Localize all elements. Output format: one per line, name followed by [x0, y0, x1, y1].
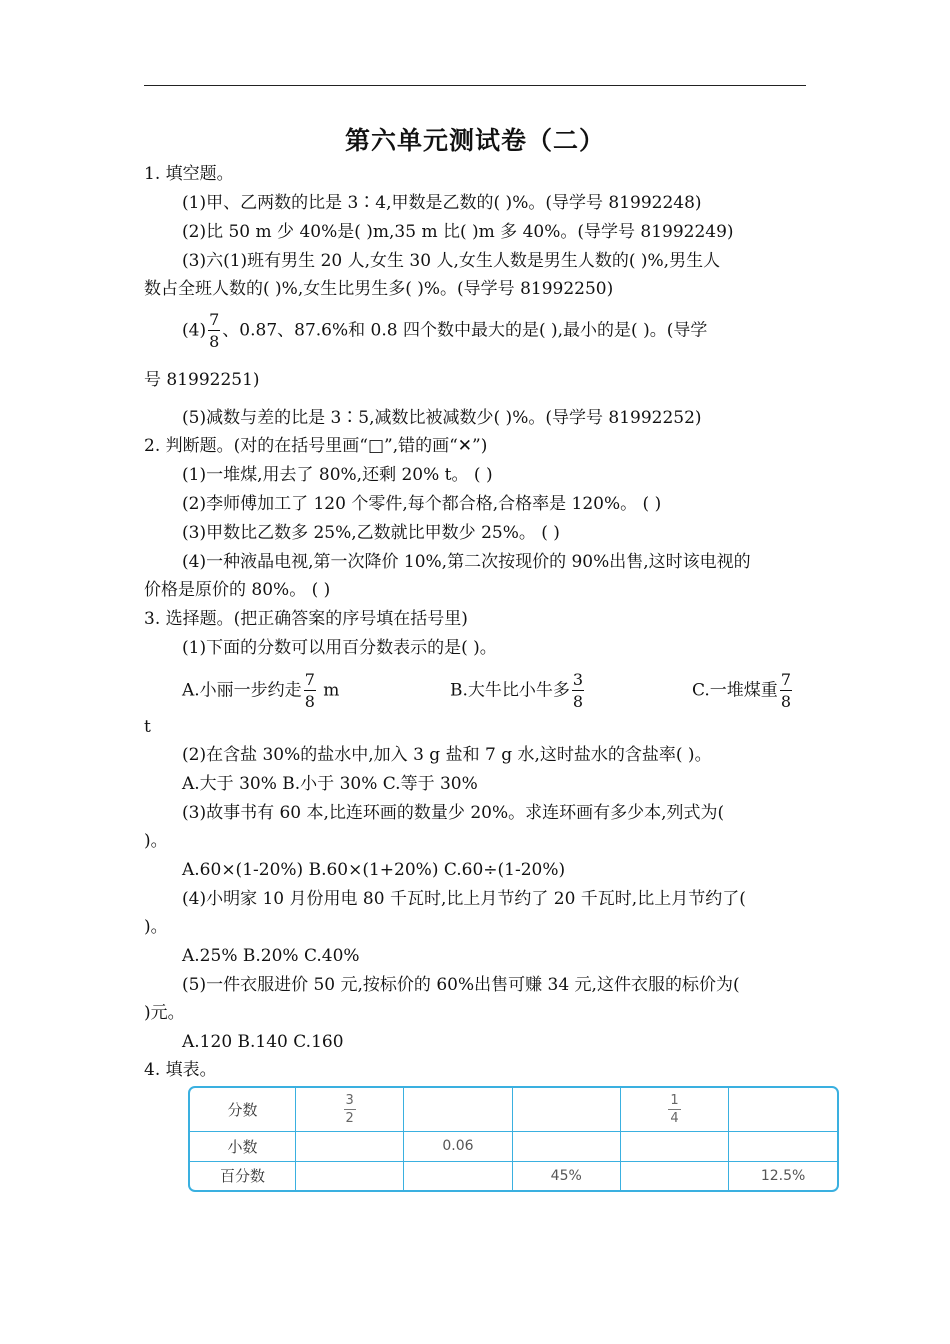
section-3-heading: 3. 选择题。(把正确答案的序号填在括号里): [144, 609, 468, 629]
table-cell: [729, 1088, 837, 1132]
section-4-heading: 4. 填表。: [144, 1060, 217, 1080]
table-cell: [620, 1161, 728, 1190]
s2-q1: (1)一堆煤,用去了 80%,还剩 20% t。 ( ): [182, 465, 493, 485]
s3-q1-option-c: [692, 672, 794, 710]
top-rule: [144, 85, 806, 86]
s3-q3-options: A.60×(1-20%) B.60×(1+20%) C.60÷(1-20%): [182, 860, 566, 880]
s3-q1-tail: t: [144, 717, 151, 737]
table-row: [190, 1161, 837, 1190]
fraction-denominator: 8: [780, 692, 791, 711]
s1-q5: (5)减数与差的比是 3∶5,减数比被减数少( )%。(导学号 81992252): [182, 408, 702, 428]
fraction-denominator: 8: [572, 692, 584, 711]
table-row: [190, 1088, 837, 1132]
fraction: [780, 672, 792, 710]
fraction-denominator: 8: [209, 332, 220, 351]
option-a-text: A.小丽一步约走: [182, 680, 302, 701]
table-cell: 0.06: [404, 1132, 512, 1162]
fraction: [668, 1094, 680, 1125]
option-c-text: C.一堆煤重: [692, 680, 778, 701]
table-cell: [296, 1132, 404, 1162]
s3-q1-option-a: [182, 672, 339, 710]
fraction-numerator: 1: [670, 1092, 679, 1108]
fraction-numerator: 3: [572, 670, 584, 689]
s2-q4-line1: (4)一种液晶电视,第一次降价 10%,第二次按现价的 90%出售,这时该电视的: [182, 552, 751, 572]
s3-q3-line1: (3)故事书有 60 本,比连环画的数量少 20%。求连环画有多少本,列式为(: [182, 803, 725, 823]
fraction: [344, 1094, 356, 1125]
s1-q3-line1: (3)六(1)班有男生 20 人,女生 30 人,女生人数是男生人数的( )%,男生人: [182, 251, 721, 271]
s3-q2-options: A.大于 30% B.小于 30% C.等于 30%: [182, 774, 478, 794]
table-cell: [404, 1161, 512, 1190]
table-cell: [404, 1088, 512, 1132]
fraction-denominator: 8: [304, 692, 315, 711]
s2-q3: (3)甲数比乙数多 25%,乙数就比甲数少 25%。 ( ): [182, 523, 560, 543]
s1-q3-line2: 数占全班人数的( )%,女生比男生多( )%。(导学号 81992250): [144, 279, 614, 299]
table-cell: [620, 1088, 728, 1132]
table-cell: [296, 1161, 404, 1190]
s1-q4-text: 、0.87、87.6%和 0.8 四个数中最大的是( ),最小的是( )。(导学: [222, 320, 708, 341]
table-cell: 12.5%: [729, 1161, 837, 1190]
section-1-heading: 1. 填空题。: [144, 164, 234, 184]
s1-q1: (1)甲、乙两数的比是 3∶4,甲数是乙数的( )%。(导学号 81992248): [182, 193, 702, 213]
fraction: [304, 672, 316, 710]
page-title: 第六单元测试卷（二）: [344, 126, 605, 155]
s3-q4-line1: (4)小明家 10 月份用电 80 千瓦时,比上月节约了 20 千瓦时,比上月节约了(: [182, 889, 746, 909]
fraction-numerator: 7: [209, 310, 220, 329]
table-cell: [620, 1132, 728, 1162]
s3-q3-line2: )。: [144, 831, 168, 851]
table-cell: [296, 1088, 404, 1132]
row-label: 百分数: [190, 1161, 296, 1190]
s1-q4-prefix: (4): [182, 320, 207, 341]
s3-q1-option-b: [450, 672, 586, 710]
s3-q4-line2: )。: [144, 917, 168, 937]
s3-q5-options: A.120 B.140 C.160: [182, 1032, 344, 1052]
s2-q4-line2: 价格是原价的 80%。 ( ): [144, 580, 331, 600]
row-label: 小数: [190, 1132, 296, 1162]
s3-q1: (1)下面的分数可以用百分数表示的是( )。: [182, 638, 497, 658]
option-b-text: B.大牛比小牛多: [450, 680, 570, 701]
s1-q4-line2: 号 81992251): [144, 370, 260, 390]
table-row: [190, 1132, 837, 1162]
fraction-denominator: 2: [345, 1110, 354, 1126]
table-cell: [512, 1132, 620, 1162]
conversion-table: [188, 1086, 839, 1192]
s1-q4-line1: [182, 312, 707, 350]
fraction: [572, 672, 584, 710]
section-2-heading: 2. 判断题。(对的在括号里画“□”,错的画“✕”): [144, 436, 488, 456]
row-label: 分数: [190, 1088, 296, 1132]
s3-q2: (2)在含盐 30%的盐水中,加入 3 g 盐和 7 g 水,这时盐水的含盐率( )。: [182, 745, 712, 765]
s3-q4-options: A.25% B.20% C.40%: [182, 946, 360, 966]
s1-q2: (2)比 50 m 少 40%是( )m,35 m 比( )m 多 40%。(导学号 81992249): [182, 222, 734, 242]
s3-q5-line2: )元。: [144, 1003, 185, 1023]
table-cell: [512, 1088, 620, 1132]
option-a-unit: m: [317, 680, 340, 701]
fraction-numerator: 7: [304, 670, 315, 689]
fraction-denominator: 4: [670, 1110, 679, 1126]
table-cell: [729, 1132, 837, 1162]
fraction-numerator: 7: [780, 670, 791, 689]
table-cell: 45%: [512, 1161, 620, 1190]
s3-q5-line1: (5)一件衣服进价 50 元,按标价的 60%出售可赚 34 元,这件衣服的标价为(: [182, 975, 740, 995]
fraction: [208, 312, 220, 350]
fraction-numerator: 3: [345, 1092, 354, 1108]
s2-q2: (2)李师傅加工了 120 个零件,每个都合格,合格率是 120%。 ( ): [182, 494, 662, 514]
